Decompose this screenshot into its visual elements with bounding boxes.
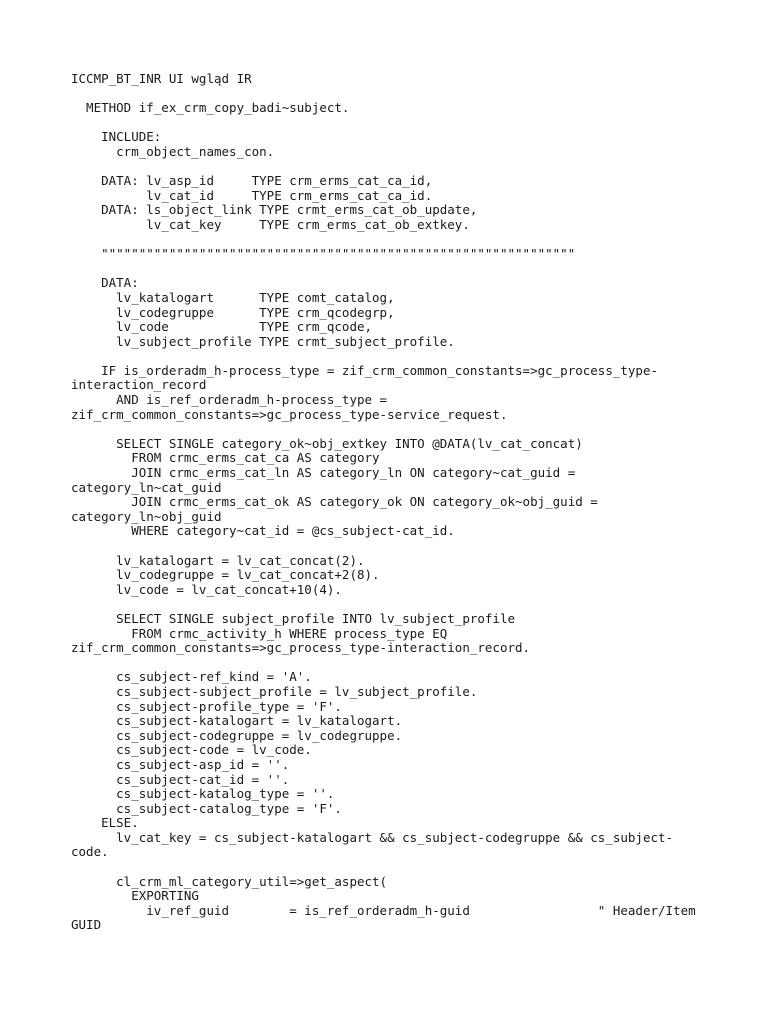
code-line: cs_subject-profile_type = 'F'. [71,698,342,714]
code-line [71,116,711,131]
code-line: lv_code TYPE crm_qcode, [71,319,373,335]
code-line: lv_codegruppe TYPE crm_qcodegrp, [71,304,395,320]
code-line: cs_subject-catalog_type = 'F'. [71,800,342,816]
code-line: cs_subject-ref_kind = 'A'. [71,669,312,685]
code-line: SELECT SINGLE category_ok~obj_extkey INTO @DATA(lv_cat_concat) [71,435,583,451]
code-line: """"""""""""""""""""""""""""""""""""""""""""""""""""""""""""""" [71,246,576,262]
code-line: FROM crmc_activity_h WHERE process_type EQ [71,625,448,641]
code-line: IF is_orderadm_h-process_type = zif_crm_common_constants=>gc_process_type- [71,362,658,378]
code-line: cs_subject-katalog_type = ''. [71,786,335,802]
code-line [71,539,711,554]
code-line: iv_ref_guid = is_ref_orderadm_h-guid " Header/Item [71,902,696,918]
code-line: zif_crm_common_constants=>gc_process_type-service_request. [71,406,508,422]
code-line: DATA: lv_asp_id TYPE crm_erms_cat_ca_id, [71,173,433,189]
code-line: lv_cat_key = cs_subject-katalogart && cs_subject-codegruppe && cs_subject- [71,829,674,845]
code-line [71,597,711,612]
code-line: EXPORTING [71,888,199,904]
code-line: JOIN crmc_erms_cat_ok AS category_ok ON category_ok~obj_guid = [71,494,598,510]
code-line: lv_code = lv_cat_concat+10(4). [71,581,342,597]
code-line: cs_subject-katalogart = lv_katalogart. [71,713,403,729]
code-line: lv_subject_profile TYPE crmt_subject_profile. [71,333,455,349]
code-line: cs_subject-code = lv_code. [71,742,312,758]
code-line [71,87,711,102]
code-line: DATA: [71,275,139,291]
code-line: WHERE category~cat_id = @cs_subject-cat_id. [71,523,455,539]
code-line: GUID [71,917,102,933]
code-line [71,160,711,175]
code-line: interaction_record [71,377,207,393]
code-line: cs_subject-codegruppe = lv_codegruppe. [71,727,403,743]
code-line: lv_cat_id TYPE crm_erms_cat_ca_id. [71,187,433,203]
code-line: lv_codegruppe = lv_cat_concat+2(8). [71,567,380,583]
code-line: cs_subject-subject_profile = lv_subject_profile. [71,683,478,699]
code-line: category_ln~cat_guid [71,479,222,495]
code-line: code. [71,844,109,860]
code-line: ELSE. [71,815,139,831]
code-line: METHOD if_ex_crm_copy_badi~subject. [71,100,350,116]
code-line: lv_katalogart = lv_cat_concat(2). [71,552,365,568]
code-line: crm_object_names_con. [71,143,275,159]
code-line: lv_katalogart TYPE comt_catalog, [71,289,395,305]
code-line: JOIN crmc_erms_cat_ln AS category_ln ON category~cat_guid = [71,465,576,481]
document-title: ICCMP_BT_INR UI wgląd IR [71,71,252,86]
code-line [71,422,711,437]
code-line: cs_subject-cat_id = ''. [71,771,290,787]
code-line: cs_subject-asp_id = ''. [71,756,290,772]
code-line [71,349,711,364]
code-line: INCLUDE: [71,129,162,145]
code-line: lv_cat_key TYPE crm_erms_cat_ob_extkey. [71,216,470,232]
code-line [71,262,711,277]
code-line: FROM crmc_erms_cat_ca AS category [71,450,380,466]
code-line: DATA: ls_object_link TYPE crmt_erms_cat_ob_update, [71,202,478,218]
code-line [71,860,711,875]
code-line: category_ln~obj_guid [71,508,222,524]
code-line [71,233,711,248]
code-line [71,656,711,671]
document-page [71,72,711,933]
code-line: AND is_ref_orderadm_h-process_type = [71,392,388,408]
code-line: cl_crm_ml_category_util=>get_aspect( [71,873,388,889]
code-line: zif_crm_common_constants=>gc_process_type-interaction_record. [71,640,531,656]
code-line: SELECT SINGLE subject_profile INTO lv_subject_profile [71,610,516,626]
